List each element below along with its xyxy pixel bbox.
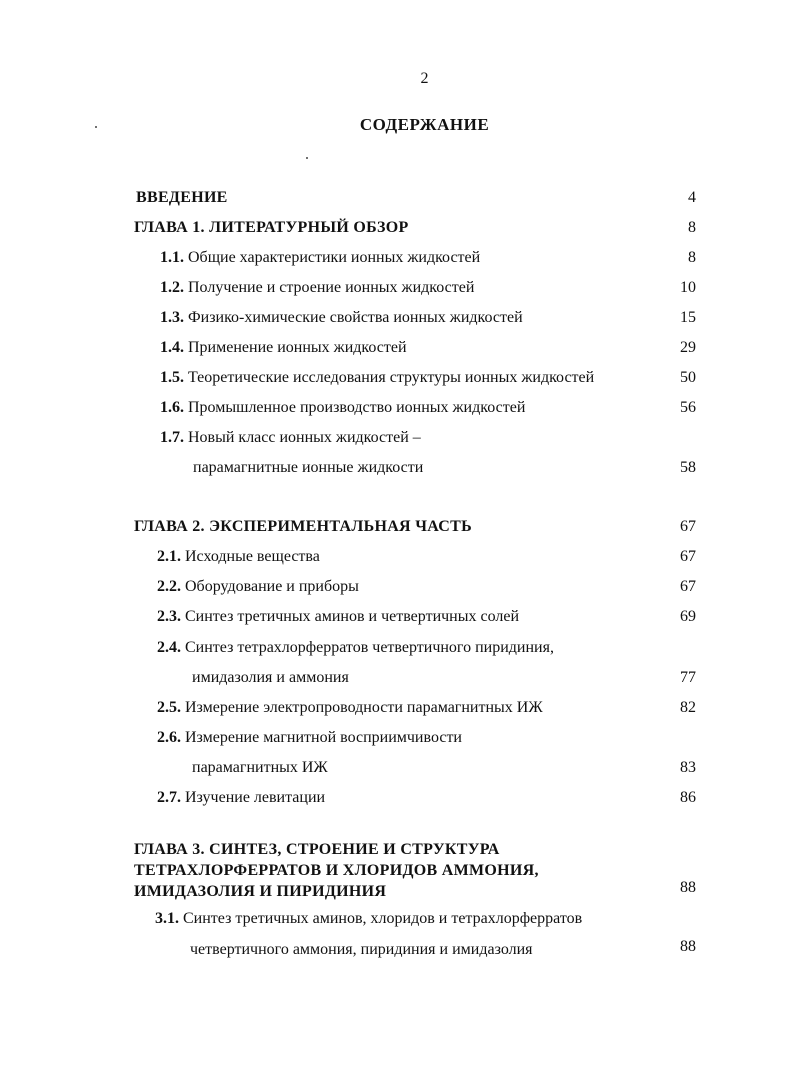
toc-section-row bbox=[160, 249, 480, 267]
toc-chapter3-label-line3: ИМИДАЗОЛИЯ И ПИРИДИНИЯ bbox=[134, 883, 387, 900]
section-title: Теоретические исследования структуры ионных жидкостей bbox=[188, 369, 595, 386]
toc-chapter2-page: 67 bbox=[680, 518, 696, 535]
toc-chapter2-label: ГЛАВА 2. ЭКСПЕРИМЕНТАЛЬНАЯ ЧАСТЬ bbox=[134, 518, 473, 535]
section-page: 83 bbox=[680, 759, 696, 776]
toc-chapter3-page: 88 bbox=[680, 879, 696, 896]
toc-section-row bbox=[160, 399, 525, 417]
toc-intro-page: 4 bbox=[688, 189, 696, 206]
toc-chapter3-label-line2: ТЕТРАХЛОРФЕРРАТОВ И ХЛОРИДОВ АММОНИЯ, bbox=[134, 862, 539, 879]
section-page: 86 bbox=[680, 789, 696, 806]
section-title: Промышленное производство ионных жидкостей bbox=[188, 399, 526, 416]
section-page: 56 bbox=[680, 399, 696, 416]
section-title: Изучение левитации bbox=[185, 789, 326, 806]
section-title: Синтез третичных аминов и четвертичных солей bbox=[185, 608, 520, 625]
section-page: 15 bbox=[680, 309, 696, 326]
toc-chapter3-label-line1: ГЛАВА 3. СИНТЕЗ, СТРОЕНИЕ И СТРУКТУРА bbox=[134, 841, 500, 858]
section-page: 69 bbox=[680, 608, 696, 625]
toc-section-row bbox=[157, 608, 519, 626]
section-page: 58 bbox=[680, 459, 696, 476]
section-number: 1.4. bbox=[160, 339, 184, 356]
toc-chapter1-label: ГЛАВА 1. ЛИТЕРАТУРНЫЙ ОБЗОР bbox=[134, 219, 409, 236]
section-title: Исходные вещества bbox=[185, 548, 320, 565]
toc-section-row bbox=[160, 369, 594, 387]
section-title: Оборудование и приборы bbox=[185, 578, 359, 595]
section-number: 1.6. bbox=[160, 399, 184, 416]
section-page: 10 bbox=[680, 279, 696, 296]
section-page: 77 bbox=[680, 669, 696, 686]
section-number: 2.5. bbox=[157, 699, 181, 716]
toc-section-row bbox=[157, 699, 543, 717]
section-page: 82 bbox=[680, 699, 696, 716]
toc-intro-label: ВВЕДЕНИЕ bbox=[136, 189, 228, 206]
scan-speck bbox=[306, 157, 308, 159]
section-title: Измерение электропроводности парамагнитных ИЖ bbox=[185, 699, 543, 716]
section-page: 67 bbox=[680, 548, 696, 565]
section-title: Общие характеристики ионных жидкостей bbox=[188, 249, 481, 266]
section-title-continued: имидазолия и аммония bbox=[192, 669, 349, 686]
toc-section-row bbox=[157, 548, 320, 566]
section-number: 2.6. bbox=[157, 729, 181, 746]
section-number: 1.3. bbox=[160, 309, 184, 326]
toc-section-row bbox=[157, 578, 359, 596]
section-title: Синтез третичных аминов, хлоридов и тетрахлорферратов bbox=[183, 910, 583, 927]
toc-section-row bbox=[160, 339, 407, 357]
section-number: 2.2. bbox=[157, 578, 181, 595]
section-title: Измерение магнитной восприимчивости bbox=[185, 729, 462, 746]
section-title: Применение ионных жидкостей bbox=[188, 339, 407, 356]
toc-section-row bbox=[160, 309, 523, 327]
page-number: 2 bbox=[420, 70, 429, 87]
toc-section-row bbox=[157, 789, 325, 807]
section-number: 1.1. bbox=[160, 249, 184, 266]
toc-section-row bbox=[157, 729, 462, 747]
section-page: 8 bbox=[688, 249, 696, 266]
section-title-continued: четвертичного аммония, пиридиния и имидазолия bbox=[190, 941, 533, 958]
section-title-continued: парамагнитные ионные жидкости bbox=[193, 459, 424, 476]
section-number: 1.2. bbox=[160, 279, 184, 296]
section-number: 1.5. bbox=[160, 369, 184, 386]
section-title: Получение и строение ионных жидкостей bbox=[188, 279, 475, 296]
section-number: 2.4. bbox=[157, 639, 181, 656]
section-page: 29 bbox=[680, 339, 696, 356]
toc-chapter1-page: 8 bbox=[688, 219, 696, 236]
toc-section-row bbox=[160, 429, 421, 447]
toc-title: СОДЕРЖАНИЕ bbox=[359, 115, 490, 134]
toc-section-row bbox=[160, 279, 474, 297]
section-number: 2.7. bbox=[157, 789, 181, 806]
section-page: 67 bbox=[680, 578, 696, 595]
toc-section-row bbox=[155, 910, 582, 928]
section-number: 3.1. bbox=[155, 910, 179, 927]
section-title: Синтез тетрахлорферратов четвертичного пиридиния, bbox=[185, 639, 554, 656]
section-number: 2.1. bbox=[157, 548, 181, 565]
section-number: 1.7. bbox=[160, 429, 184, 446]
section-page: 88 bbox=[680, 938, 696, 955]
section-number: 2.3. bbox=[157, 608, 181, 625]
section-title: Новый класс ионных жидкостей – bbox=[188, 429, 421, 446]
section-title-continued: парамагнитных ИЖ bbox=[192, 759, 328, 776]
section-title: Физико-химические свойства ионных жидкостей bbox=[188, 309, 523, 326]
toc-section-row bbox=[157, 639, 554, 657]
section-page: 50 bbox=[680, 369, 696, 386]
